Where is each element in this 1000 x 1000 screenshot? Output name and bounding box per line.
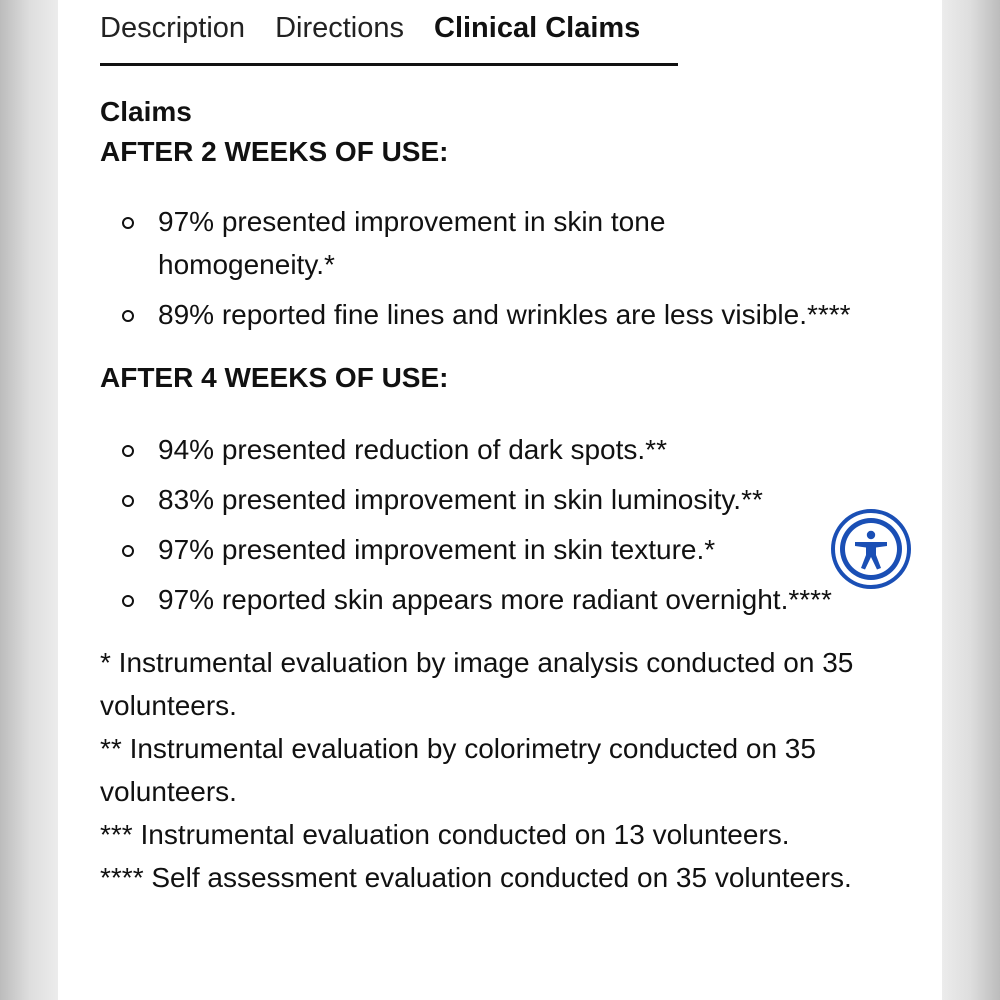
clinical-claims-content (100, 92, 920, 899)
bullet-icon (122, 545, 134, 557)
section-heading-4-weeks: AFTER 4 WEEKS OF USE: (100, 362, 449, 393)
claim-text: 97% presented improvement in skin tone homogeneity.* (158, 206, 666, 280)
claim-text: 97% presented improvement in skin texture.* (158, 534, 716, 565)
product-info-panel (58, 0, 942, 1000)
bullet-icon (122, 310, 134, 322)
claim-text: 97% reported skin appears more radiant overnight.**** (158, 584, 832, 615)
claim-text: 94% presented reduction of dark spots.** (158, 434, 667, 465)
tab-description[interactable]: Description (100, 12, 246, 44)
list-item (100, 200, 920, 286)
footnote: ** Instrumental evaluation by colorimetry conducted on 35 volunteers. (100, 733, 816, 807)
bullet-icon (122, 495, 134, 507)
list-item (100, 578, 920, 621)
tab-directions[interactable]: Directions (275, 12, 404, 44)
footnote: *** Instrumental evaluation conducted on 13 volunteers. (100, 819, 790, 850)
accessibility-icon (830, 508, 912, 590)
claims-title: Claims (100, 96, 192, 127)
bullet-icon (122, 595, 134, 607)
claim-text: 83% presented improvement in skin luminosity.** (158, 484, 763, 515)
list-item (100, 428, 920, 471)
section-heading-2-weeks: AFTER 2 WEEKS OF USE: (100, 136, 449, 167)
list-item (100, 478, 920, 521)
list-item (100, 293, 920, 336)
bullet-icon (122, 217, 134, 229)
accessibility-button[interactable] (830, 508, 912, 590)
claims-list-4-weeks (100, 428, 920, 621)
tab-bar (100, 8, 678, 66)
claims-list-2-weeks (100, 200, 920, 336)
footnotes (100, 641, 920, 899)
list-item (100, 528, 920, 571)
claim-text: 89% reported fine lines and wrinkles are less visible.**** (158, 299, 851, 330)
footnote: **** Self assessment evaluation conducted on 35 volunteers. (100, 862, 852, 893)
footnote: * Instrumental evaluation by image analysis conducted on 35 volunteers. (100, 647, 854, 721)
bullet-icon (122, 445, 134, 457)
tab-clinical-claims[interactable]: Clinical Claims (434, 12, 641, 44)
